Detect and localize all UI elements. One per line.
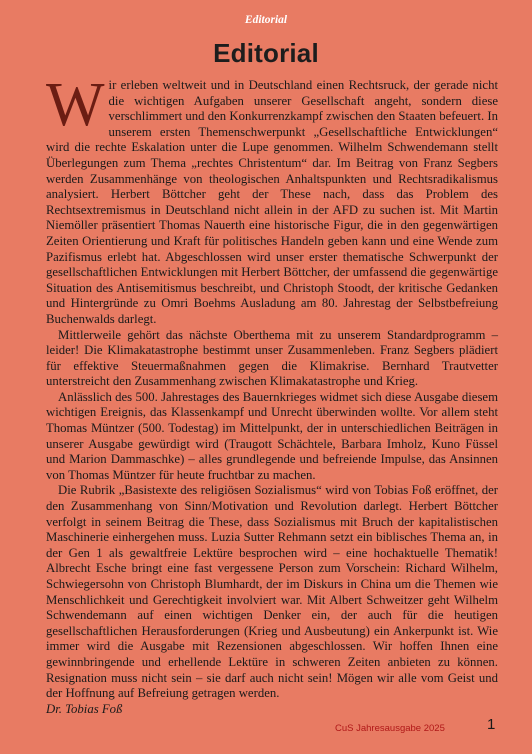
paragraph-intro <box>46 71 498 328</box>
page-number: 1 <box>487 716 496 733</box>
running-head: Editorial <box>244 14 288 26</box>
paragraph-basistexte: Die Rubrik „Basistexte des religiösen Sozialismus“ wird von Tobias Foß eröffnet, der den Zusammenhang von Sinn/Motivation und Revolution darlegt. Herbert Böttcher verfolgt in seinem Beitrag die These, dass Sozialismus mit Bruch der kapitalistischen Maschinerie einhergehen muss. Luzia Sutter Rehmann setzt ein biblisches Thema an, in der Gen 1 als gewaltfreie Lektüre besprochen wird – eine hochaktuelle Thematik! Albrecht Esche bringt eine fast vergessene Person zum Vorschein: Richard Wilhelm, Schwiegersohn von Christoph Blumhardt, der im Diskurs in China um die Themen wie Menschlichkeit und Gerechtigkeit involviert war. Mit Albert Schweitzer geht Wilhelm Schwendemann auf einen wichtigen Denker ein, der auch für die heutigen gesellschaftlichen Herausforderungen (Krieg und Ausbeutung) ein Ankerpunkt ist. Wie immer wird die Ausgabe mit Rezensionen abgeschlossen. Wir hoffen Ihnen eine gewinnbringende und erhellende Lektüre in schweren Zeiten anbieten zu können. Resignation muss nicht sein – sie darf auch nicht sein! Mögen wir alle vom Geist und der Hoffnung auf Befreiung getragen werden. <box>46 483 498 701</box>
paragraph-peasants-war: Anlässlich des 500. Jahrestages des Bauernkrieges widmet sich diese Ausgabe diesem wichtigen Ereignis, das Klassenkampf und Unrecht überwinden wollte. Vor allem steht Thomas Müntzer (500. Todestag) im Mittelpunkt, der in unterschiedlichen Beiträgen in unserer Ausgabe gewürdigt wird (Traugott Schächtele, Barbara Imholz, Kuno Füssel und Marion Dammaschke) – alles grundlegende und befreiende Impulse, das Ansinnen von Thomas Müntzer für heute fruchtbar zu machen. <box>46 389 498 482</box>
drop-cap: W <box>46 71 105 139</box>
page-title: Editorial <box>213 38 319 68</box>
article-body <box>46 71 498 717</box>
paragraph-intro-text: ir erleben weltweit und in Deutschland einen Rechtsruck, der gerade nicht die wichtigen Aufgaben unserer Gesellschaft angeht, sondern diese verschlimmert und den Konkurrenzkampf zwischen den Staaten befeuert. In unserem ersten Themenschwerpunkt „Gesellschaftliche Entwicklungen“ wird die rechte Eskalation unter die Lupe genommen. Wilhelm Schwendemann stellt Überlegungen zum Thema „rechtes Christentum“ dar. Im Beitrag von Franz Segbers werden Zusammenhänge von theologischen Anhaltspunkten und Rechtsradikalismus analysiert. Herbert Böttcher geht der These nach, dass das Problem des Rechtsextremismus in Deutschland nicht allein in der AFD zu suchen ist. Mit Martin Niemöller präsentiert Thomas Nauerth eine historische Figur, die in den gegenwärtigen Zeiten Orientierung und Kraft für politisches Handeln geben kann und eine Wende zum Pazifismus erlebt hat. Abgeschlossen wird unser erster thematische Schwerpunkt der gesellschaftlichen Entwicklungen mit Herbert Böttcher, der umfassend die gegenwärtige Situation des Antisemitismus beschreibt, und Christoph Stoodt, der kritische Gedanken und Hintergründe zu Omri Boehms Ausladung am 80. Jahrestag der Selbstbefreiung Buchenwalds darlegt. <box>46 78 498 326</box>
footer-publication: CuS Jahresausgabe 2025 <box>335 723 445 734</box>
paragraph-climate: Mittlerweile gehört das nächste Oberthema mit zu unserem Standardprogramm – leider! Die Klimakatastrophe bestimmt unser Zusammenleben. Franz Segbers plädiert für effektive Steuermaßnahmen gegen die Klimakrise. Bernhard Trautvetter unterstreicht den Zusammenhang zwischen Klimakatastrophe und Krieg. <box>46 327 498 389</box>
author-signature: Dr. Tobias Foß <box>46 701 123 716</box>
